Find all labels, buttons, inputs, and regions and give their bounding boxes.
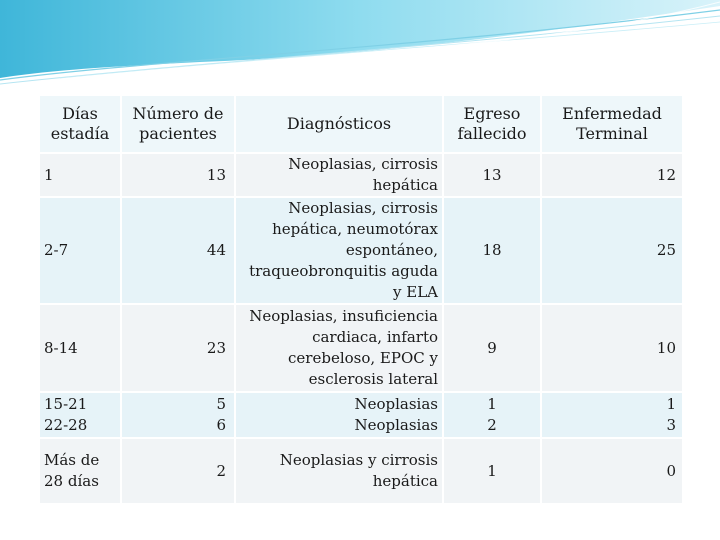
header-pacientes: Número de pacientes xyxy=(122,96,234,152)
table-row xyxy=(40,198,682,303)
table-row xyxy=(40,154,682,196)
cell-estadia: 1 xyxy=(40,154,120,196)
cell-estadia-a: 15-21 xyxy=(44,395,88,413)
cell-egreso: 13 xyxy=(444,154,540,196)
cell-diagnosticos: Neoplasias, cirrosis hepática xyxy=(236,154,442,196)
cell-diagnosticos: Neoplasias, cirrosis hepática, neumotórax espontáneo, traqueobronquitis aguda y ELA xyxy=(236,198,442,303)
header-egreso: Egreso fallecido xyxy=(444,96,540,152)
cell-terminal: 25 xyxy=(542,198,682,303)
cell-pacientes-a: 5 xyxy=(216,395,226,413)
cell-diagnosticos: Neoplasias, insuficiencia cardiaca, infarto cerebeloso, EPOC y esclerosis lateral xyxy=(236,305,442,391)
cell-terminal: 10 xyxy=(542,305,682,391)
cell-terminal: 0 xyxy=(542,439,682,503)
cell-diagnosticos-a: Neoplasias xyxy=(354,395,438,413)
cell-estadia-b: 22-28 xyxy=(44,416,88,434)
stay-diagnosis-table xyxy=(38,94,684,505)
cell-pacientes: 44 xyxy=(122,198,234,303)
cell-terminal: 12 xyxy=(542,154,682,196)
cell-terminal xyxy=(542,393,682,437)
cell-estadia: Más de 28 días xyxy=(40,439,120,503)
cell-terminal-b: 3 xyxy=(666,416,676,434)
header-wave-decoration xyxy=(0,0,720,90)
cell-diagnosticos: Neoplasias y cirrosis hepática xyxy=(236,439,442,503)
cell-egreso-a: 1 xyxy=(487,395,497,413)
header-diagnosticos: Diagnósticos xyxy=(236,96,442,152)
cell-egreso: 9 xyxy=(444,305,540,391)
cell-estadia: 2-7 xyxy=(40,198,120,303)
table-row xyxy=(40,439,682,503)
cell-egreso: 1 xyxy=(444,439,540,503)
table-row xyxy=(40,393,682,437)
table-header-row xyxy=(40,96,682,152)
cell-estadia: 8-14 xyxy=(40,305,120,391)
cell-pacientes: 13 xyxy=(122,154,234,196)
table-row xyxy=(40,305,682,391)
header-terminal: Enfermedad Terminal xyxy=(542,96,682,152)
cell-egreso xyxy=(444,393,540,437)
header-estadia: Días estadía xyxy=(40,96,120,152)
cell-pacientes: 23 xyxy=(122,305,234,391)
cell-estadia xyxy=(40,393,120,437)
cell-pacientes-b: 6 xyxy=(216,416,226,434)
cell-diagnosticos xyxy=(236,393,442,437)
cell-egreso: 18 xyxy=(444,198,540,303)
cell-terminal-a: 1 xyxy=(666,395,676,413)
cell-diagnosticos-b: Neoplasias xyxy=(354,416,438,434)
cell-egreso-b: 2 xyxy=(487,416,497,434)
cell-pacientes xyxy=(122,393,234,437)
cell-pacientes: 2 xyxy=(122,439,234,503)
